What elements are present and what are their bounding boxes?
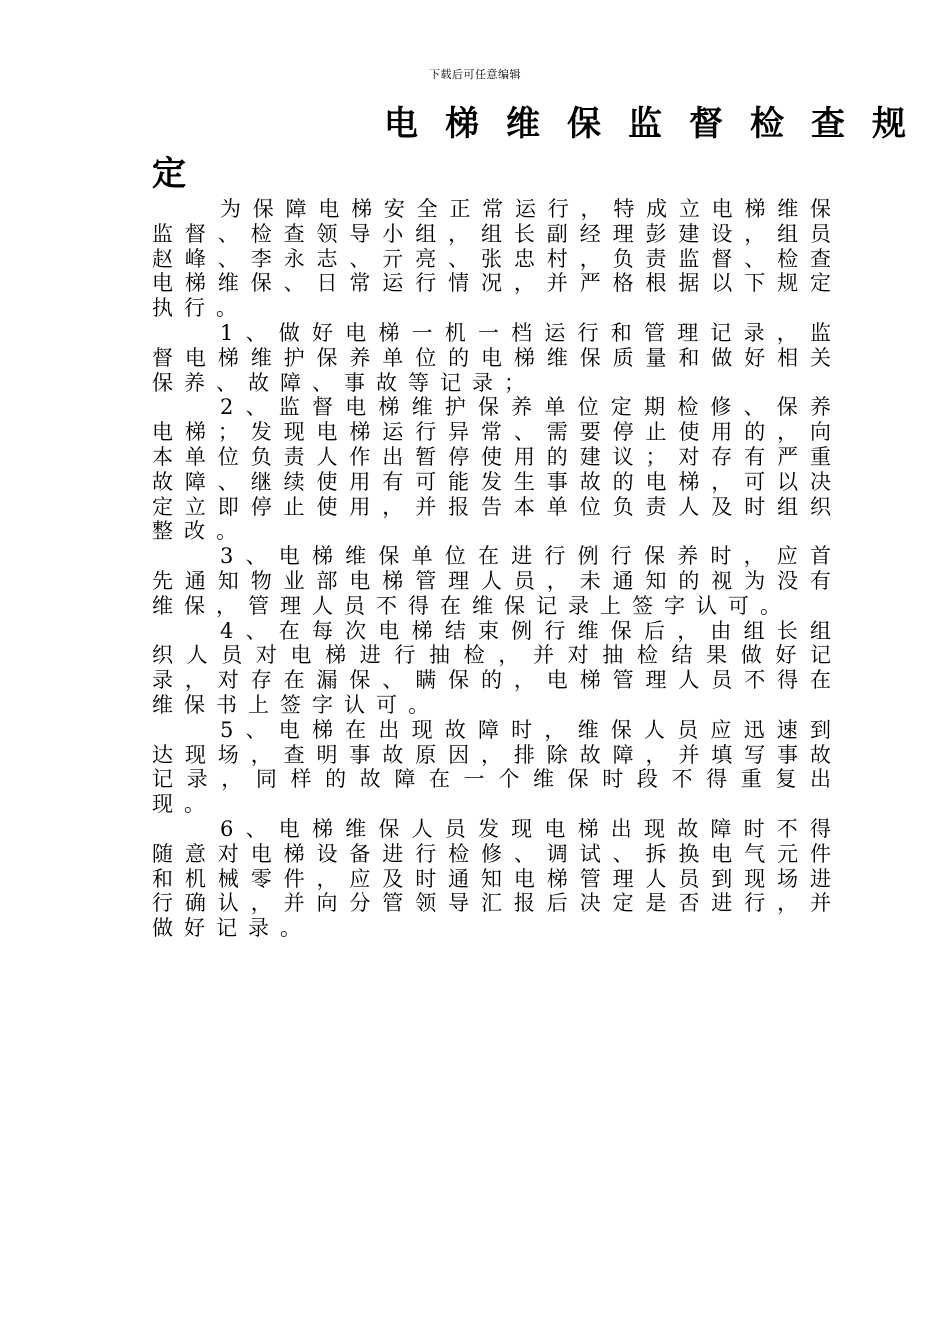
rule-3-paragraph: 3、电梯维保单位在进行例行保养时，应首先通知物业部电梯管理人员，未通知的视为没有维保，管理人员不得在维保记录上签字认可。 xyxy=(152,544,842,618)
rule-1-paragraph: 1、做好电梯一机一档运行和管理记录，监督电梯维护保养单位的电梯维保质量和做好相关保养、故障、事故等记录； xyxy=(152,320,842,395)
document-body xyxy=(152,197,842,941)
rule-2-paragraph: 2、监督电梯维护保养单位定期检修、保养电梯；发现电梯运行异常、需要停止使用的，向本单位负责人作出暂停使用的建议；对存有严重故障、继续使用有可能发生事故的电梯，可以决定立即停止使用，并报告本单位负责人及时组织整改。 xyxy=(152,395,842,544)
rule-6-paragraph: 6、电梯维保人员发现电梯出现故障时不得随意对电梯设备进行检修、调试、拆换电气元件和机械零件，应及时通知电梯管理人员到现场进行确认，并向分管领导汇报后决定是否进行，并做好记录。 xyxy=(152,816,842,941)
rule-4-paragraph: 4、在每次电梯结束例行维保后，由组长组织人员对电梯进行抽检，并对抽检结果做好记录，对存在漏保、瞒保的，电梯管理人员不得在维保书上签字认可。 xyxy=(152,618,842,717)
document-title: 电梯维保监督检查规 xyxy=(384,104,933,144)
intro-paragraph: 为保障电梯安全正常运行，特成立电梯维保监督、检查领导小组，组长副经理彭建设，组员赵峰、李永志、亓亮、张忠村，负责监督、检查电梯维保、日常运行情况，并严格根据以下规定执行。 xyxy=(152,197,842,321)
rule-5-paragraph: 5、电梯在出现故障时，维保人员应迅速到达现场，查明事故原因，排除故障，并填写事故记录，同样的故障在一个维保时段不得重复出现。 xyxy=(152,717,842,817)
document-title-continued: 定 xyxy=(152,154,186,194)
header-note: 下载后可任意编辑 xyxy=(429,68,521,81)
